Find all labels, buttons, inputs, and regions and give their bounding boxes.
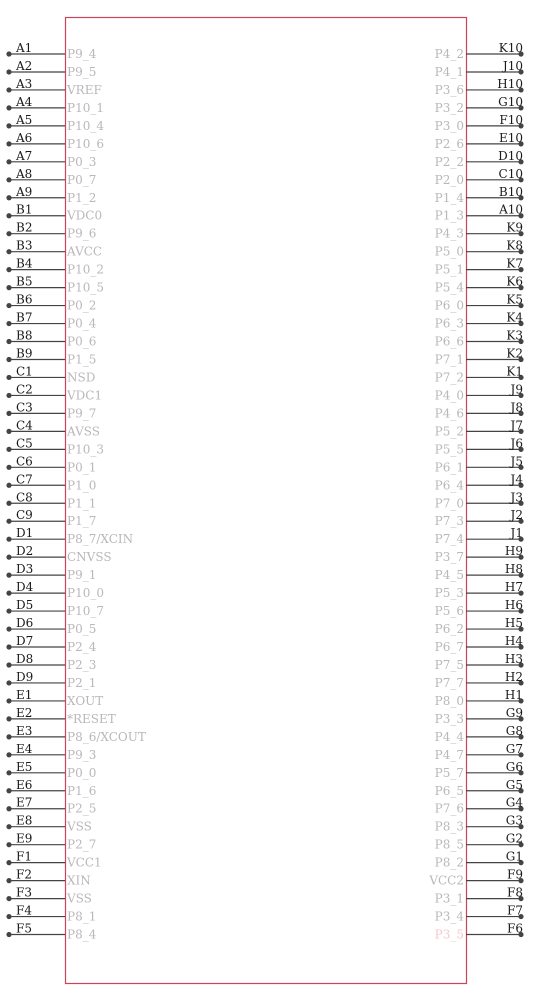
pin-number: J2 [510,508,523,523]
pin-end-dot [6,501,11,506]
pin-end-dot [6,357,11,362]
pin-name: P2_7 [67,837,97,852]
pin-end-dot [6,159,11,164]
pin-end-dot [6,375,11,380]
pin-name: P8_4 [67,927,97,942]
pin-name: P0_7 [67,172,97,187]
pin-number: F3 [16,885,32,900]
pin-name: P8_3 [434,819,464,834]
pin-name: P4_3 [434,226,464,241]
pin-name: P2_5 [67,801,97,816]
pin-number: C10 [498,166,523,181]
pin-number: G10 [498,94,523,109]
pin-name: P10_7 [67,604,104,619]
pin-number: G4 [505,795,523,810]
pin-number: E1 [16,687,33,702]
pin-name: P7_3 [434,514,464,529]
pin-name: P6_2 [434,622,464,637]
pin-number: K7 [506,256,523,271]
pin-name: P7_1 [434,352,464,367]
pin-name: P9_3 [67,747,97,762]
pin-number: J8 [510,400,523,415]
pin-name: P3_7 [434,550,464,565]
pin-name: AVCC [67,244,103,259]
pin-number: J9 [510,382,523,397]
pin-end-dot [6,878,11,883]
pin-name: P2_2 [434,154,464,169]
pin-end-dot [6,267,11,272]
pin-name: P6_0 [434,298,464,313]
pin-name: XOUT [67,693,104,708]
pin-name: P9_5 [67,64,97,79]
pin-name: P4_0 [434,388,464,403]
pin-number: F5 [16,921,32,936]
pin-name: VCC1 [67,855,102,870]
pin-end-dot [6,591,11,596]
pin-number: H10 [497,76,523,91]
pin-name: P10_1 [67,100,104,115]
pin-number: F2 [16,867,32,882]
pin-end-dot [6,573,11,578]
pin-name: P8_0 [434,693,464,708]
pin-number: K8 [506,238,523,253]
pin-number: C3 [16,400,33,415]
pin-number: B2 [16,220,33,235]
pin-name: P7_2 [434,370,464,385]
pin-number: F8 [507,885,523,900]
pin-name: P3_4 [434,909,464,924]
pin-name: P6_7 [434,640,464,655]
pin-end-dot [6,537,11,542]
pin-number: E4 [16,741,33,756]
pin-number: J7 [510,418,523,433]
pin-name: P10_4 [67,118,104,133]
pin-number: H7 [504,580,523,595]
pin-name: CNVSS [67,550,112,565]
pin-name: AVSS [67,424,100,439]
pin-end-dot [6,69,11,74]
pin-name: P3_0 [434,118,464,133]
pin-name: P2_4 [67,640,97,655]
pin-number: D5 [16,598,34,613]
pin-name: P7_7 [434,675,464,690]
pin-number: J10 [502,58,523,73]
pin-number: J6 [510,436,523,451]
pin-number: D8 [16,651,34,666]
pin-number: F4 [16,903,32,918]
pin-name: P4_4 [434,729,464,744]
pin-number: D3 [16,562,34,577]
pin-number: A10 [499,202,523,217]
pin-end-dot [6,806,11,811]
pin-end-dot [6,662,11,667]
pin-name: P0_4 [67,316,97,331]
pin-name: P0_1 [67,460,97,475]
pin-name: P7_0 [434,496,464,511]
pin-number: G3 [505,813,523,828]
pin-number: D6 [16,616,34,631]
pin-name: P5_0 [434,244,464,259]
pin-number: B1 [16,202,33,217]
pin-number: K9 [506,220,523,235]
pin-number: B6 [16,292,33,307]
pin-number: C2 [16,382,33,397]
pin-name: VDC1 [67,388,103,403]
pin-number: K4 [506,310,523,325]
pin-number: B7 [16,310,33,325]
pin-end-dot [6,321,11,326]
pin-name: P1_4 [434,190,464,205]
pin-name: P6_5 [434,783,464,798]
pin-number: K2 [506,346,523,361]
pin-number: B8 [16,328,33,343]
pin-name: P8_6/XCOUT [67,729,146,744]
pin-name: P0_3 [67,154,97,169]
pin-number: H5 [504,616,523,631]
pin-name: P4_5 [434,568,464,583]
pin-end-dot [6,842,11,847]
pin-number: H9 [504,544,523,559]
pin-name: P0_2 [67,298,97,313]
pin-number: K1 [506,364,523,379]
pin-name: P6_1 [434,460,464,475]
pin-name: VDC0 [67,208,103,223]
pin-end-dot [6,339,11,344]
pin-number: F10 [499,112,523,127]
pin-number: B4 [16,256,33,271]
pin-number: A6 [16,130,33,145]
pin-name: P3_5 [434,927,464,942]
pin-number: K10 [498,41,523,55]
pin-number: D10 [498,148,523,163]
pin-number: J3 [510,490,523,505]
pin-end-dot [6,249,11,254]
pin-name: P1_6 [67,783,97,798]
pin-number: H1 [504,687,523,702]
pin-number: C5 [16,436,33,451]
pin-end-dot [6,824,11,829]
pin-number: H6 [504,598,523,613]
pin-name: VCC2 [429,873,464,888]
pin-number: B3 [16,238,33,253]
pin-number: D9 [16,669,34,684]
pin-end-dot [6,393,11,398]
pin-number: G5 [505,777,523,792]
pin-name: P10_0 [67,586,104,601]
pin-name: VSS [67,819,92,834]
pin-name: P4_2 [434,47,464,61]
pin-end-dot [6,285,11,290]
pin-name: P8_2 [434,855,464,870]
pin-number: C6 [16,454,33,469]
pin-name: P4_1 [434,64,464,79]
pin-number: B9 [16,346,33,361]
pin-name: P2_1 [67,675,97,690]
pin-name: P9_7 [67,406,97,421]
pin-number: G8 [505,723,523,738]
pin-name: XIN [67,873,91,888]
pin-name: P1_2 [67,190,97,205]
pin-name: P1_5 [67,352,97,367]
pin-number: F7 [507,903,523,918]
pin-name: P8_7/XCIN [67,532,134,547]
pin-name: P9_4 [67,47,97,61]
pin-name: P2_6 [434,136,464,151]
pin-end-dot [6,788,11,793]
pin-end-dot [6,608,11,613]
pin-number: H3 [504,651,523,666]
pin-end-dot [6,411,11,416]
pin-number: A7 [16,148,33,163]
pin-number: F6 [507,921,523,936]
pin-name: P7_6 [434,801,464,816]
pin-end-dot [6,555,11,560]
pin-name: NSD [67,370,96,385]
pin-end-dot [6,429,11,434]
pin-number: E9 [16,831,33,846]
pin-name: P2_0 [434,172,464,187]
pin-end-dot [6,303,11,308]
pin-end-dot [6,734,11,739]
pin-number: C8 [16,490,33,505]
pin-end-dot [6,231,11,236]
pin-end-dot [6,465,11,470]
pin-name: P1_0 [67,478,97,493]
pin-number: E3 [16,723,33,738]
pin-number: E2 [16,705,33,720]
pin-end-dot [6,626,11,631]
pin-number: G6 [505,759,523,774]
pin-number: A1 [16,41,33,55]
right-pin-column [428,41,523,942]
pin-number: G9 [505,705,523,720]
pin-number: A3 [16,76,33,91]
pin-number: D1 [16,526,34,541]
pin-number: H8 [504,562,523,577]
pin-number: E8 [16,813,33,828]
pin-number: C4 [16,418,33,433]
pin-end-dot [6,87,11,92]
pin-number: H4 [504,634,523,649]
pin-name: P10_6 [67,136,104,151]
pin-name: P5_5 [434,442,464,457]
pin-end-dot [6,519,11,524]
pin-name: P2_3 [67,657,97,672]
pin-name: P7_4 [434,532,464,547]
pin-number: C9 [16,508,33,523]
pin-number: F9 [507,867,523,882]
pin-name: P10_2 [67,262,104,277]
pin-name: P6_3 [434,316,464,331]
pin-name: P10_5 [67,280,104,295]
pin-name: P8_5 [434,837,464,852]
pin-name: P3_6 [434,82,464,97]
pin-number: G7 [505,741,523,756]
pin-name: P1_3 [434,208,464,223]
pin-F5 [6,922,96,942]
pin-number: A9 [16,184,33,199]
pin-number: B5 [16,274,33,289]
pin-name: P5_6 [434,604,464,619]
pin-name: P0_5 [67,622,97,637]
pin-name: P10_3 [67,442,104,457]
pin-name: P1_7 [67,514,97,529]
pin-number: H2 [504,669,523,684]
pin-name: VREF [67,82,102,97]
pin-name: P5_1 [434,262,464,277]
pin-number: E10 [498,130,523,145]
pin-end-dot [6,644,11,649]
pin-end-dot [6,770,11,775]
pin-number: A2 [16,58,33,73]
pin-end-dot [6,752,11,757]
pin-number: J5 [510,454,523,469]
pin-number: K6 [506,274,523,289]
left-pin-column [6,41,145,942]
pin-name: P0_0 [67,765,97,780]
pin-number: E6 [16,777,33,792]
pin-number: J4 [510,472,523,487]
pin-name: *RESET [67,711,116,726]
pin-end-dot [6,914,11,919]
pin-name: P6_6 [434,334,464,349]
pin-name: P4_7 [434,747,464,762]
pin-name: P1_1 [67,496,97,511]
pin-number: D2 [16,544,34,559]
pin-end-dot [6,860,11,865]
pin-end-dot [6,932,11,937]
pin-name: P9_6 [67,226,97,241]
pin-name: P3_1 [434,891,464,906]
pin-end-dot [6,195,11,200]
pin-end-dot [6,177,11,182]
pin-name: P5_7 [434,765,464,780]
pin-name: P8_1 [67,909,97,924]
pin-end-dot [6,447,11,452]
pin-number: D4 [16,580,34,595]
pin-name: P6_4 [434,478,464,493]
pin-name: P4_6 [434,406,464,421]
pin-number: A5 [16,112,33,127]
pin-end-dot [6,896,11,901]
pin-number: F1 [16,849,32,864]
pin-F6 [435,922,524,942]
pin-number: E5 [16,759,33,774]
pin-end-dot [6,141,11,146]
pin-number: E7 [16,795,33,810]
pin-end-dot [6,105,11,110]
pin-number: A4 [16,94,33,109]
pin-end-dot [6,123,11,128]
pin-name: P7_5 [434,657,464,672]
pin-end-dot [6,680,11,685]
pin-number: K3 [506,328,523,343]
pin-name: VSS [67,891,92,906]
pin-number: C7 [16,472,33,487]
pin-number: K5 [506,292,523,307]
pin-name: P9_1 [67,568,97,583]
pin-end-dot [6,213,11,218]
pin-number: A8 [16,166,33,181]
pin-number: G2 [505,831,523,846]
pin-number: J1 [510,526,523,541]
pin-end-dot [6,716,11,721]
pin-name: P5_4 [434,280,464,295]
pin-end-dot [6,698,11,703]
pin-number: C1 [16,364,33,379]
pin-number: D7 [16,634,34,649]
pin-name: P5_2 [434,424,464,439]
pin-name: P0_6 [67,334,97,349]
pin-name: P3_3 [434,711,464,726]
ic-body-outline [66,18,467,984]
pin-end-dot [6,483,11,488]
pin-number: B10 [498,184,523,199]
pin-end-dot [6,51,11,56]
pin-name: P5_3 [434,586,464,601]
pin-name: P3_2 [434,100,464,115]
pin-number: G1 [505,849,523,864]
